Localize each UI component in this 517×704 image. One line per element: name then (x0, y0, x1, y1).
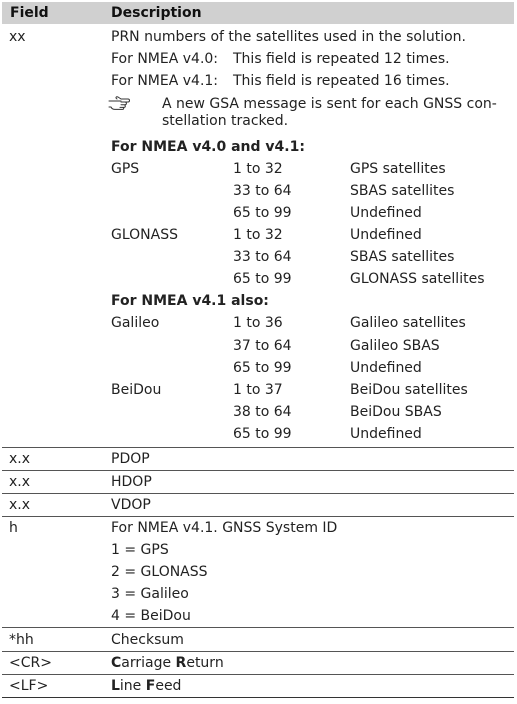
beidou-range: 65 to 99 (233, 426, 292, 442)
gps-range-desc: SBAS satellites (350, 183, 455, 199)
gnss-system-id: 3 = Galileo (111, 586, 189, 602)
glonass-range-desc: SBAS satellites (350, 249, 455, 265)
desc-lf-text-1: ine (119, 678, 146, 694)
field-cr: <CR> (9, 655, 52, 671)
desc-checksum: Checksum (111, 632, 184, 648)
xx-intro: PRN numbers of the satellites used in the solution. (111, 29, 466, 45)
xx-v40-label: For NMEA v4.0: (111, 51, 219, 67)
desc-line-feed (111, 679, 181, 693)
galileo-range-desc: Undefined (350, 360, 422, 376)
xx-v41-text: This field is repeated 16 times. (233, 73, 450, 89)
galileo-range: 1 to 36 (233, 315, 283, 331)
row-divider (2, 651, 514, 652)
section-v40-v41-title: For NMEA v4.0 and v4.1: (111, 139, 305, 155)
note-line-2: stellation tracked. (162, 113, 289, 129)
xx-v40-text: This field is repeated 12 times. (233, 51, 450, 67)
glonass-range: 33 to 64 (233, 249, 292, 265)
gps-range: 33 to 64 (233, 183, 292, 199)
glonass-range-desc: Undefined (350, 227, 422, 243)
header-field: Field (10, 5, 49, 21)
row-divider (2, 627, 514, 628)
row-divider (2, 516, 514, 517)
beidou-range-desc: BeiDou satellites (350, 382, 468, 398)
field-h: h (9, 520, 18, 536)
beidou-range-desc: BeiDou SBAS (350, 404, 442, 420)
desc-lf-bold-l: L (111, 678, 120, 694)
gnss-beidou-name: BeiDou (111, 382, 162, 398)
gnss-system-id: 1 = GPS (111, 542, 169, 558)
gps-range-desc: Undefined (350, 205, 422, 221)
desc-cr-bold-r: R (175, 655, 187, 671)
glonass-range: 65 to 99 (233, 271, 292, 287)
beidou-range: 1 to 37 (233, 382, 283, 398)
desc-lf-bold-f: F (145, 678, 156, 694)
field-vdop: x.x (9, 497, 31, 513)
header-description: Description (111, 5, 202, 21)
gnss-gps-name: GPS (111, 161, 140, 177)
galileo-range: 65 to 99 (233, 360, 292, 376)
table-bottom-rule (2, 697, 514, 698)
glonass-range-desc: GLONASS satellites (350, 271, 485, 287)
galileo-range-desc: Galileo satellites (350, 315, 466, 331)
field-checksum: *hh (9, 632, 34, 648)
desc-carriage-return (111, 656, 224, 670)
row-divider (2, 493, 514, 494)
gps-range: 1 to 32 (233, 161, 283, 177)
beidou-range-desc: Undefined (350, 426, 422, 442)
h-intro: For NMEA v4.1. GNSS System ID (111, 520, 338, 536)
note-line-1: A new GSA message is sent for each GNSS con- (162, 96, 497, 112)
desc-lf-text-2: eed (155, 678, 182, 694)
desc-cr-bold-c: C (111, 655, 122, 671)
glonass-range: 1 to 32 (233, 227, 283, 243)
pointing-hand-icon (108, 96, 130, 110)
galileo-range-desc: Galileo SBAS (350, 338, 440, 354)
field-lf: <LF> (9, 678, 49, 694)
xx-v41-label: For NMEA v4.1: (111, 73, 219, 89)
desc-hdop: HDOP (111, 474, 152, 490)
section-v41-also-title: For NMEA v4.1 also: (111, 293, 269, 309)
desc-vdop: VDOP (111, 497, 151, 513)
row-divider (2, 470, 514, 471)
table-header (2, 2, 514, 24)
gps-range: 65 to 99 (233, 205, 292, 221)
field-xx: xx (9, 29, 26, 45)
desc-cr-text-1: arriage (121, 655, 176, 671)
galileo-range: 37 to 64 (233, 338, 292, 354)
row-divider (2, 447, 514, 448)
field-hdop: x.x (9, 474, 31, 490)
desc-cr-text-2: eturn (186, 655, 224, 671)
gnss-galileo-name: Galileo (111, 315, 160, 331)
gnss-system-id: 4 = BeiDou (111, 608, 191, 624)
gps-range-desc: GPS satellites (350, 161, 446, 177)
gnss-glonass-name: GLONASS (111, 227, 178, 243)
gnss-system-id: 2 = GLONASS (111, 564, 208, 580)
desc-pdop: PDOP (111, 451, 150, 467)
row-divider (2, 674, 514, 675)
beidou-range: 38 to 64 (233, 404, 292, 420)
field-pdop: x.x (9, 451, 31, 467)
